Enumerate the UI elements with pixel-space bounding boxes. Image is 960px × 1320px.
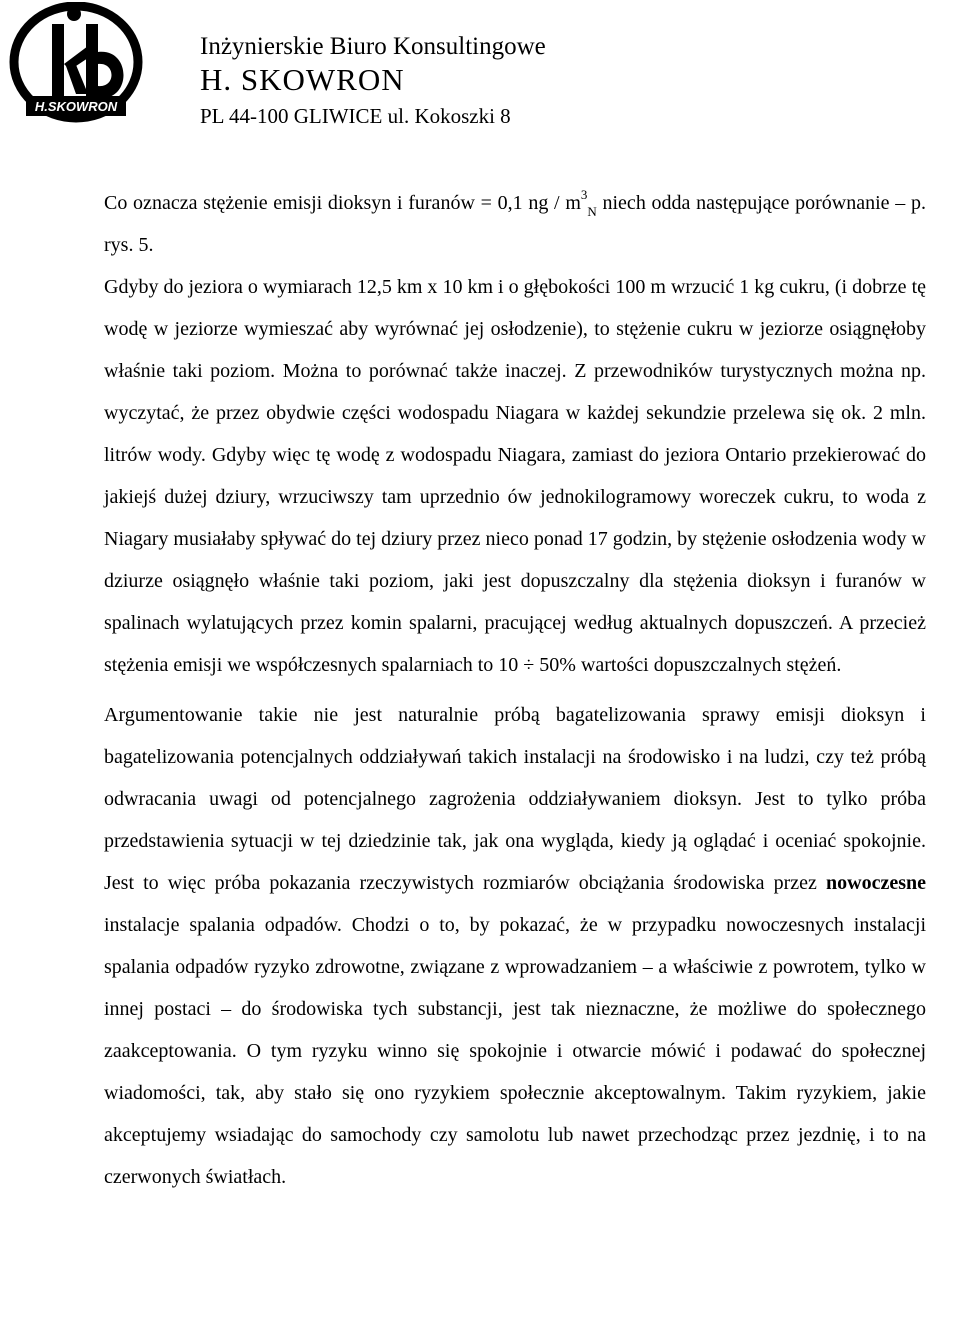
intro-text: Co oznacza stężenie emisji dioksyn i furanów = 0,1 ng / m (104, 192, 581, 214)
logo-caption: H.SKOWRON (34, 99, 118, 114)
company-logo (8, 2, 144, 128)
company-description: Inżynierskie Biuro Konsultingowe (200, 33, 546, 60)
intro-subscript: N (587, 204, 597, 219)
intro-paragraph (104, 182, 926, 266)
company-name: H. SKOWRON (200, 62, 405, 97)
company-info (200, 32, 546, 130)
paragraph-lake-comparison: Gdyby do jeziora o wymiarach 12,5 km x 10 km i o głębokości 100 m wrzucić 1 kg cukru, (i dobrze tę wodę w jeziorze wymieszać aby wyrównać jej osłodzenie), to stężenie cukru w jeziorze osiągnęłoby właśnie taki poziom. Można to porównać także inaczej. Z przewodników turystycznych można np. wyczytać, że przez obydwie części wodospadu Niagara w każdej sekundzie przelewa się ok. 2 mln. litrów wody. Gdyby więc tę wodę z wodospadu Niagara, zamiast do jeziora Ontario przekierować do jakiejś dużej dziury, wrzuciwszy tam uprzednio ów jednokilogramowy woreczek cukru, to woda z Niagary musiałaby spływać do tej dziury przez nieco ponad 17 godzin, by stężenie osłodzenia wody w dziurze osiągnęło właśnie taki poziom, jaki jest dopuszczalny dla stężenia dioksyn i furanów w spalinach wylatujących przez komin spalarni, pracującej według aktualnych dopuszczeń. A przecież stężenia emisji we współczesnych spalarniach to 10 ÷ 50% wartości dopuszczalnych stężeń. (104, 276, 926, 676)
company-address: PL 44-100 GLIWICE ul. Kokoszki 8 (200, 104, 511, 128)
intro-superscript: 3 (580, 187, 588, 203)
bold-term: nowoczesne (826, 872, 926, 894)
kb-logo-icon (8, 2, 144, 128)
paragraph-text-end: instalacje spalania odpadów. Chodzi o to, by pokazać, że w przypadku nowoczesnych instalacji spalania odpadów ryzyko zdrowotne, związane z wprowadzaniem – a właściwie z powrotem, tylko w innej postaci – do środowiska tych substancji, jest tak nieznaczne, że możliwe do społecznego zaakceptowania. O tym ryzyku winno się spokojnie i otwarcie mówić i podawać do społecznej wiadomości, tak, aby stało się ono ryzykiem społecznie akceptowalnym. Takim ryzykiem, jakie akceptujemy wsiadając do samochody czy samolotu lub nawet przechodząc przez jezdnię, i to na czerwonych światłach. (104, 914, 926, 1188)
letterhead (0, 0, 960, 150)
intro-text-end: niech odda następujące porównanie – p. rys. 5. (104, 192, 926, 256)
paragraph-argumentation (104, 694, 926, 1198)
paragraph-text: Argumentowanie takie nie jest naturalnie próbą bagatelizowania sprawy emisji dioksyn i bagatelizowania potencjalnych oddziaływań takich instalacji na środowisko i na ludzi, czy też próbą odwracania uwagi od potencjalnego zagrożenia oddziaływaniem dioksyn. Jest to tylko próba przedstawienia sytuacji w tej dziedzinie tak, jak ona wygląda, kiedy ją oglądać i oceniać spokojnie. Jest to więc próba pokazania rzeczywistych rozmiarów obciążania środowiska przez (104, 704, 926, 894)
document-body (104, 182, 926, 1198)
